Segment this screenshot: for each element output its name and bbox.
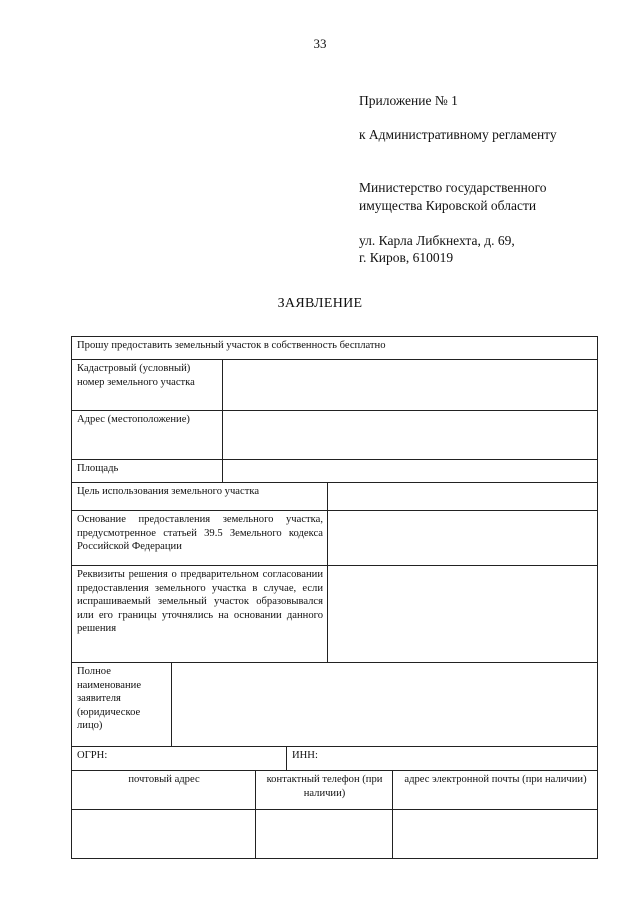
contact-header-row	[72, 771, 597, 810]
address-label: Адрес (местоположение)	[77, 414, 190, 425]
ogrn-inn-row	[72, 747, 597, 771]
phone-header: контактный телефон (при наличии)	[255, 771, 392, 809]
request-text: Прошу предоставить земельный участок в собственность бесплатно	[77, 340, 386, 351]
area-row	[72, 460, 597, 483]
postal-address-field[interactable]	[72, 810, 255, 858]
decision-row	[72, 566, 597, 663]
email-field[interactable]	[392, 810, 597, 858]
address-line-2: г. Киров, 610019	[359, 250, 454, 265]
request-row	[72, 337, 597, 360]
purpose-label: Цель использования земельного участка	[77, 486, 260, 497]
contact-value-row	[72, 810, 597, 858]
email-header: адрес электронной почты (при наличии)	[392, 771, 597, 809]
appendix-label: Приложение № 1	[359, 93, 458, 108]
purpose-row	[72, 483, 597, 511]
basis-field[interactable]	[327, 511, 597, 565]
document-title: ЗАЯВЛЕНИЕ	[277, 296, 363, 311]
application-form	[71, 336, 598, 859]
address-line-1: ул. Карла Либкнехта, д. 69,	[359, 233, 515, 248]
inn-label: ИНН:	[292, 750, 318, 761]
ministry-line-2: имущества Кировской области	[359, 198, 537, 213]
regulation-label: к Административному регламенту	[359, 127, 557, 142]
inn-field[interactable]	[286, 747, 597, 770]
cadastral-row	[72, 360, 597, 411]
applicant-row	[72, 663, 597, 747]
applicant-label: Полное наименование заявителя (юридическое лицо)	[77, 666, 142, 732]
ogrn-field[interactable]	[72, 747, 286, 770]
area-label: Площадь	[77, 463, 119, 474]
basis-label: Основание предоставления земельного участка, предусмотренное статьей 39.5 Земельного кодекса Российской Федерации	[77, 514, 323, 553]
decision-label: Реквизиты решения о предварительном согласовании предоставления земельного участка в случае, если испрашиваемый земельный участок образовывался или его границы уточнялись на основании данного решения	[77, 569, 323, 635]
phone-field[interactable]	[255, 810, 392, 858]
area-field[interactable]	[222, 460, 597, 482]
cadastral-label: Кадастровый (условный) номер земельного участка	[77, 363, 195, 388]
address-field[interactable]	[222, 411, 597, 459]
postal-address-header: почтовый адрес	[128, 774, 200, 785]
applicant-field[interactable]	[171, 663, 597, 746]
purpose-field[interactable]	[327, 483, 597, 510]
ministry-line-1: Министерство государственного	[359, 180, 547, 195]
decision-field[interactable]	[327, 566, 597, 662]
basis-row	[72, 511, 597, 566]
ogrn-label: ОГРН:	[77, 750, 108, 761]
page-number: 33	[313, 36, 327, 51]
cadastral-field[interactable]	[222, 360, 597, 410]
address-row	[72, 411, 597, 460]
